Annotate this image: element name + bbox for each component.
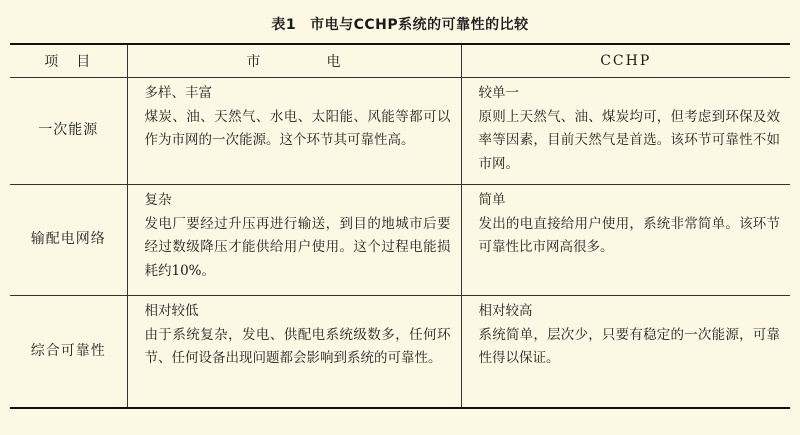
cchp-cell [461,78,790,185]
header-item: 项 目 [44,54,93,70]
table-header-row [10,44,790,78]
row-label: 综合可靠性 [30,342,106,359]
utility-detail: 发电厂要经过升压再进行输送，到目的地城市后要经过数级降压才能供给用户使用。这个过程电能损耗约10%。 [144,215,451,279]
cchp-cell [461,296,790,408]
table-row [10,78,790,185]
header-utility-grid: 市 电 [127,44,461,78]
utility-detail: 由于系统复杂，发电、供配电系统级数多，任何环节、任何设备出现问题都会影响到系统的可靠性。 [144,326,451,366]
utility-cell [127,296,461,408]
utility-summary: 多样、丰富 [144,85,212,101]
cchp-summary: 简单 [478,192,506,208]
table-caption [0,14,800,34]
cchp-cell [461,185,790,296]
cchp-summary: 较单一 [478,85,519,101]
row-label: 输配电网络 [30,231,106,248]
row-label: 一次能源 [38,122,99,139]
utility-cell [127,78,461,185]
utility-summary: 相对较低 [144,303,199,319]
comparison-table [10,43,790,409]
header-cchp: CCHP [461,44,790,78]
table-row [10,185,790,296]
cchp-detail: 原则上天然气、油、煤炭均可，但考虑到环保及效率等因素，目前天然气是首选。该环节可靠性不如市网。 [478,108,780,172]
utility-cell [127,185,461,296]
cchp-summary: 相对较高 [478,303,533,319]
cchp-detail: 系统简单，层次少，只要有稳定的一次能源，可靠性得以保证。 [478,326,780,366]
table-number: 表1 [271,17,297,33]
table-title: 市电与CCHP系统的可靠性的比较 [310,17,529,33]
cchp-detail: 发出的电直接给用户使用，系统非常简单。该环节可靠性比市网高很多。 [478,215,780,255]
table-row [10,296,790,408]
utility-summary: 复杂 [144,192,172,208]
utility-detail: 煤炭、油、天然气、水电、太阳能、风能等都可以作为市网的一次能源。这个环节其可靠性高。 [144,108,451,148]
